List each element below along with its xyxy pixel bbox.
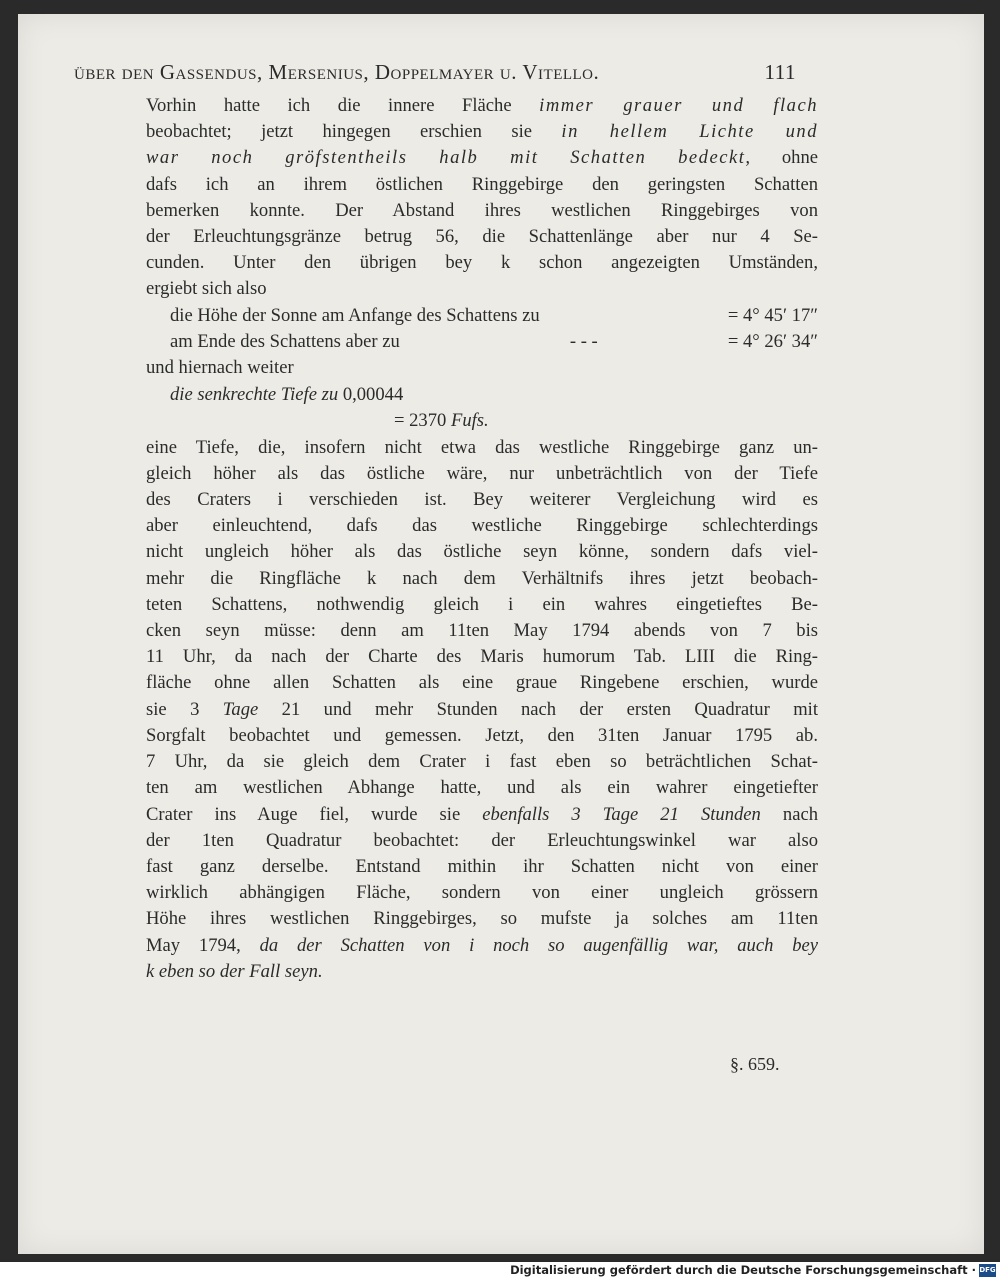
running-title: über den Gassendus, Mersenius, Doppelmayer u. Vitello. xyxy=(74,60,600,84)
text-line xyxy=(146,749,818,775)
book-page xyxy=(18,14,984,1254)
text-line xyxy=(146,775,818,801)
text-line xyxy=(146,487,818,513)
sun-height-end xyxy=(146,329,818,355)
spaced-italic-run: in hellem Lichte und xyxy=(561,121,818,143)
depth-feet-line xyxy=(146,408,818,434)
text-run: teten Schattens, nothwendig gleich i ein wahres eingetieftes Be- xyxy=(146,593,818,615)
text-line xyxy=(146,618,818,644)
text-run: Höhe ihres westlichen Ringgebirges, so mufste ja solches am 11ten xyxy=(146,908,818,930)
text-run: dafs ich an ihrem östlichen Ringgebirge den geringsten Schatten xyxy=(146,173,818,195)
text-line xyxy=(146,250,818,276)
text-line xyxy=(146,670,818,696)
dfg-logo-icon: DFG xyxy=(979,1264,996,1277)
paragraph-1 xyxy=(146,93,818,303)
text-run: fast ganz derselbe. Entstand mithin ihr Schatten nicht von einer xyxy=(146,855,818,877)
text-line xyxy=(146,802,818,828)
equation-value: = 4° 26′ 34″ xyxy=(727,331,818,353)
text-run: Crater ins Auge fiel, wurde sie xyxy=(146,803,483,825)
funding-credit: Digitalisierung gefördert durch die Deutsche Forschungsgemeinschaft · xyxy=(510,1263,976,1277)
text-run: May 1794, xyxy=(146,934,260,956)
text-run: eine Tiefe, die, insofern nicht etwa das westliche Ringgebirge ganz un- xyxy=(146,436,818,458)
text-line xyxy=(146,933,818,959)
text-run: gleich höher als das östliche wäre, nur unbeträchtlich von der Tiefe xyxy=(146,462,818,484)
text-run: ten am westlichen Abhange hatte, und als ein wahrer eingetiefter xyxy=(146,777,818,799)
text-line xyxy=(146,435,818,461)
text-run: sie 3 xyxy=(146,698,223,720)
text-run: cken seyn müsse: denn am 11ten May 1794 abends von 7 bis xyxy=(146,620,818,642)
text-line xyxy=(146,513,818,539)
text-line xyxy=(146,828,818,854)
text-run: der Erleuchtungsgränze betrug 56, die Schattenlänge aber nur 4 Se- xyxy=(146,226,818,248)
text-line xyxy=(146,224,818,250)
text-run: nach xyxy=(760,803,819,825)
page-number: 111 xyxy=(764,60,796,84)
page-content xyxy=(74,60,819,985)
text-line xyxy=(146,461,818,487)
text-run: mehr die Ringfläche k nach dem Verhältnifs ihres jetzt beobach- xyxy=(146,567,818,589)
text-run: der 1ten Quadratur beobachtet: der Erleuchtungswinkel war also xyxy=(146,829,818,851)
spaced-italic-run: war noch gröfstentheils halb mit Schatten bedeckt, xyxy=(146,147,752,169)
text-line xyxy=(146,276,818,302)
text-run: bemerken konnte. Der Abstand ihres westlichen Ringgebirges von xyxy=(146,199,818,221)
text-run: 7 Uhr, da sie gleich dem Crater i fast eben so beträchtlichen Schat- xyxy=(146,751,818,773)
equation-label: die Höhe der Sonne am Anfange des Schattens zu xyxy=(170,304,540,326)
text-run: 21 und mehr Stunden nach der ersten Quadratur mit xyxy=(258,698,818,720)
text-line xyxy=(146,592,818,618)
italic-run: da der Schatten von i noch so augenfällig war, auch bey xyxy=(259,934,818,956)
text-line xyxy=(146,198,818,224)
text-run: fläche ohne allen Schatten als eine graue Ringebene erschien, wurde xyxy=(146,672,818,694)
text-line xyxy=(146,697,818,723)
equation-label: am Ende des Schattens aber zu xyxy=(170,331,400,353)
text-line xyxy=(146,172,818,198)
text-run: Sorgfalt beobachtet und gemessen. Jetzt, den 31ten Januar 1795 ab. xyxy=(146,724,818,746)
text-run: Vorhin hatte ich die innere Fläche xyxy=(146,95,540,116)
italic-run: Tage xyxy=(222,698,259,720)
catchword: §. 659. xyxy=(730,1054,780,1074)
text-run: ergiebt sich also xyxy=(146,278,267,300)
text-run: aber einleuchtend, dafs das westliche Ringgebirge schlechterdings xyxy=(146,515,818,537)
text-run: beobachtet; jetzt hingegen erschien sie xyxy=(146,121,562,143)
sun-height-start xyxy=(146,303,818,329)
text-line xyxy=(146,906,818,932)
spaced-italic-run: immer grauer und flach xyxy=(539,95,818,116)
text-line xyxy=(146,959,818,985)
depth-line xyxy=(146,382,818,408)
text-run: nicht ungleich höher als das östliche seyn könne, sondern dafs viel- xyxy=(146,541,818,563)
equation-intro: und hiernach weiter xyxy=(146,357,294,379)
equation-value: = 4° 45′ 17″ xyxy=(727,304,818,326)
text-line xyxy=(146,723,818,749)
text-line xyxy=(146,145,818,171)
italic-run: ebenfalls 3 Tage 21 Stunden xyxy=(482,803,761,825)
text-line xyxy=(146,566,818,592)
text-line xyxy=(146,93,818,119)
depth-label: die senkrechte Tiefe zu xyxy=(170,383,339,405)
text-run: 11 Uhr, da nach der Charte des Maris humorum Tab. LIII die Ring- xyxy=(146,646,818,668)
equation-dashes: - - - xyxy=(569,331,598,353)
text-run: cunden. Unter den übrigen bey k schon angezeigten Umständen, xyxy=(146,252,818,274)
running-header xyxy=(74,60,796,85)
text-run: wirklich abhängigen Fläche, sondern von einer ungleich grössern xyxy=(146,882,818,904)
text-line xyxy=(146,854,818,880)
italic-run: k eben so der Fall seyn. xyxy=(146,960,323,982)
text-line xyxy=(146,644,818,670)
text-run: des Craters i verschieden ist. Bey weiterer Vergleichung wird es xyxy=(146,489,818,511)
text-line xyxy=(146,880,818,906)
depth-value: 0,00044 xyxy=(342,383,404,405)
paragraph-2 xyxy=(146,435,818,985)
depth-feet: = 2370 xyxy=(394,410,451,432)
text-run: ohne xyxy=(751,147,818,169)
text-line xyxy=(146,119,818,145)
text-line xyxy=(146,539,818,565)
depth-unit: Fufs. xyxy=(450,410,489,432)
